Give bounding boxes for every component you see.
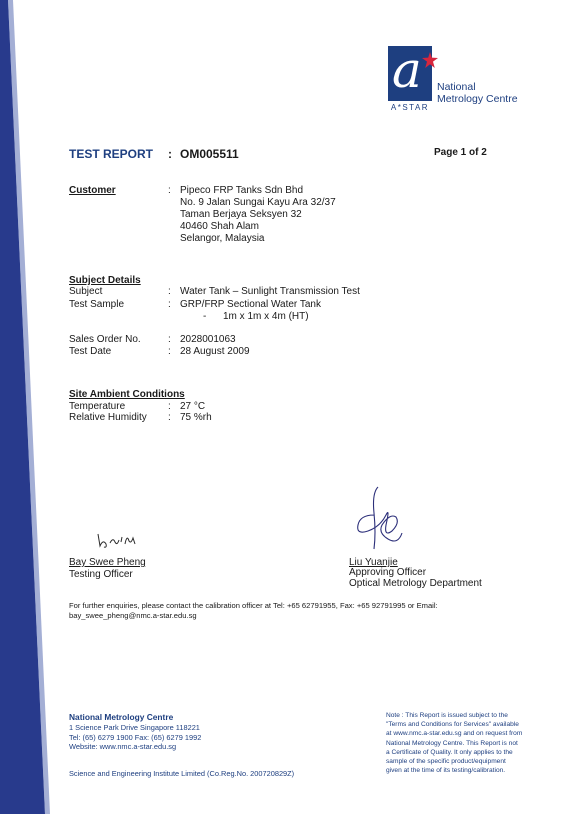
footer-note-line: "Terms and Conditions for Services" available bbox=[386, 721, 519, 729]
org-name bbox=[437, 81, 518, 105]
footer-tel: Tel: (65) 6279 1900 Fax: (65) 6279 1992 bbox=[69, 732, 202, 742]
footer-note-line: National Metrology Centre. This Report is not bbox=[386, 739, 518, 747]
testing-officer-signature bbox=[95, 528, 141, 552]
customer-colon: : bbox=[168, 185, 171, 196]
sales-order-colon: : bbox=[168, 334, 171, 345]
humidity-label: Relative Humidity bbox=[69, 412, 147, 423]
test-date-value: 28 August 2009 bbox=[180, 346, 250, 357]
footer-note-line: given at the time of its testing/calibration. bbox=[386, 767, 506, 775]
humidity-value: 75 %rh bbox=[180, 412, 212, 423]
logo-caption: A*STAR bbox=[390, 103, 430, 112]
org-name-line1: National bbox=[437, 81, 476, 93]
customer-label: Customer bbox=[69, 185, 116, 196]
approving-officer-signature bbox=[352, 485, 408, 555]
customer-address-line: 40460 Shah Alam bbox=[180, 221, 259, 232]
footer-note-line: sample of the specific product/equipment bbox=[386, 758, 506, 766]
footer-note-line: a Certificate of Quality. It only applies to the bbox=[386, 748, 513, 756]
testing-officer-title: Testing Officer bbox=[69, 569, 133, 580]
logo-letter: a bbox=[392, 41, 422, 99]
approving-officer-department: Optical Metrology Department bbox=[349, 578, 482, 589]
customer-address-line: Pipeco FRP Tanks Sdn Bhd bbox=[180, 185, 304, 196]
test-date-colon: : bbox=[168, 346, 171, 357]
test-sample-value: GRP/FRP Sectional Water Tank bbox=[180, 299, 321, 310]
footer-contact bbox=[69, 712, 201, 752]
footer-website: Website: www.nmc.a-star.edu.sg bbox=[69, 742, 177, 752]
subject-colon: : bbox=[168, 286, 171, 297]
logo-mark bbox=[388, 41, 432, 101]
footer-company: Science and Engineering Institute Limited (Co.Reg.No. 200720829Z) bbox=[69, 769, 295, 778]
enquiry-email: bay_swee_pheng@nmc.a-star.edu.sg bbox=[69, 611, 197, 620]
sales-order-value: 2028001063 bbox=[180, 334, 236, 345]
testing-officer-name: Bay Swee Pheng bbox=[69, 557, 146, 568]
customer-address-line: Selangor, Malaysia bbox=[180, 233, 265, 244]
footer-note bbox=[386, 711, 522, 775]
report-label: TEST REPORT bbox=[69, 147, 154, 161]
enquiry-note bbox=[69, 601, 438, 621]
temperature-label: Temperature bbox=[69, 401, 126, 412]
test-sample-colon: : bbox=[168, 299, 171, 310]
footer-address: 1 Science Park Drive Singapore 118221 bbox=[69, 723, 200, 732]
subject-label: Subject bbox=[69, 286, 103, 297]
approving-officer-title: Approving Officer bbox=[349, 567, 427, 578]
temperature-value: 27 °C bbox=[180, 401, 206, 412]
sales-order-label: Sales Order No. bbox=[69, 334, 141, 345]
test-sample-label: Test Sample bbox=[69, 299, 125, 310]
customer-address-line: No. 9 Jalan Sungai Kayu Ara 32/37 bbox=[180, 197, 336, 208]
report-colon: : bbox=[168, 147, 172, 161]
footer-note-line: Note : This Report is issued subject to the bbox=[386, 712, 508, 719]
footer-note-line: at www.nmc.a-star.edu.sg and on request from bbox=[386, 730, 523, 738]
left-decorative-band bbox=[0, 0, 60, 814]
approving-officer-name: Liu Yuanjie bbox=[349, 557, 398, 568]
org-name-line2: Metrology Centre bbox=[437, 93, 518, 105]
subject-value: Water Tank – Sunlight Transmission Test bbox=[180, 286, 360, 297]
astar-logo bbox=[388, 41, 432, 114]
logo-star-icon bbox=[422, 52, 438, 68]
customer-address bbox=[180, 185, 336, 245]
temperature-colon: : bbox=[168, 401, 171, 412]
test-sample-size: 1m x 1m x 4m (HT) bbox=[223, 311, 309, 322]
test-sample-dash: - bbox=[203, 311, 207, 322]
report-number: OM005511 bbox=[180, 147, 239, 161]
footer-org: National Metrology Centre bbox=[69, 712, 174, 722]
test-date-label: Test Date bbox=[69, 346, 112, 357]
customer-address-line: Taman Berjaya Seksyen 32 bbox=[180, 209, 302, 220]
page-number: Page 1 of 2 bbox=[434, 147, 487, 158]
enquiry-line1: For further enquiries, please contact the calibration officer at Tel: +65 62791955, Fax: +65 92791995 or Email: bbox=[69, 601, 438, 610]
ambient-heading: Site Ambient Conditions bbox=[69, 389, 185, 400]
humidity-colon: : bbox=[168, 412, 171, 423]
subject-details-heading: Subject Details bbox=[69, 275, 141, 286]
